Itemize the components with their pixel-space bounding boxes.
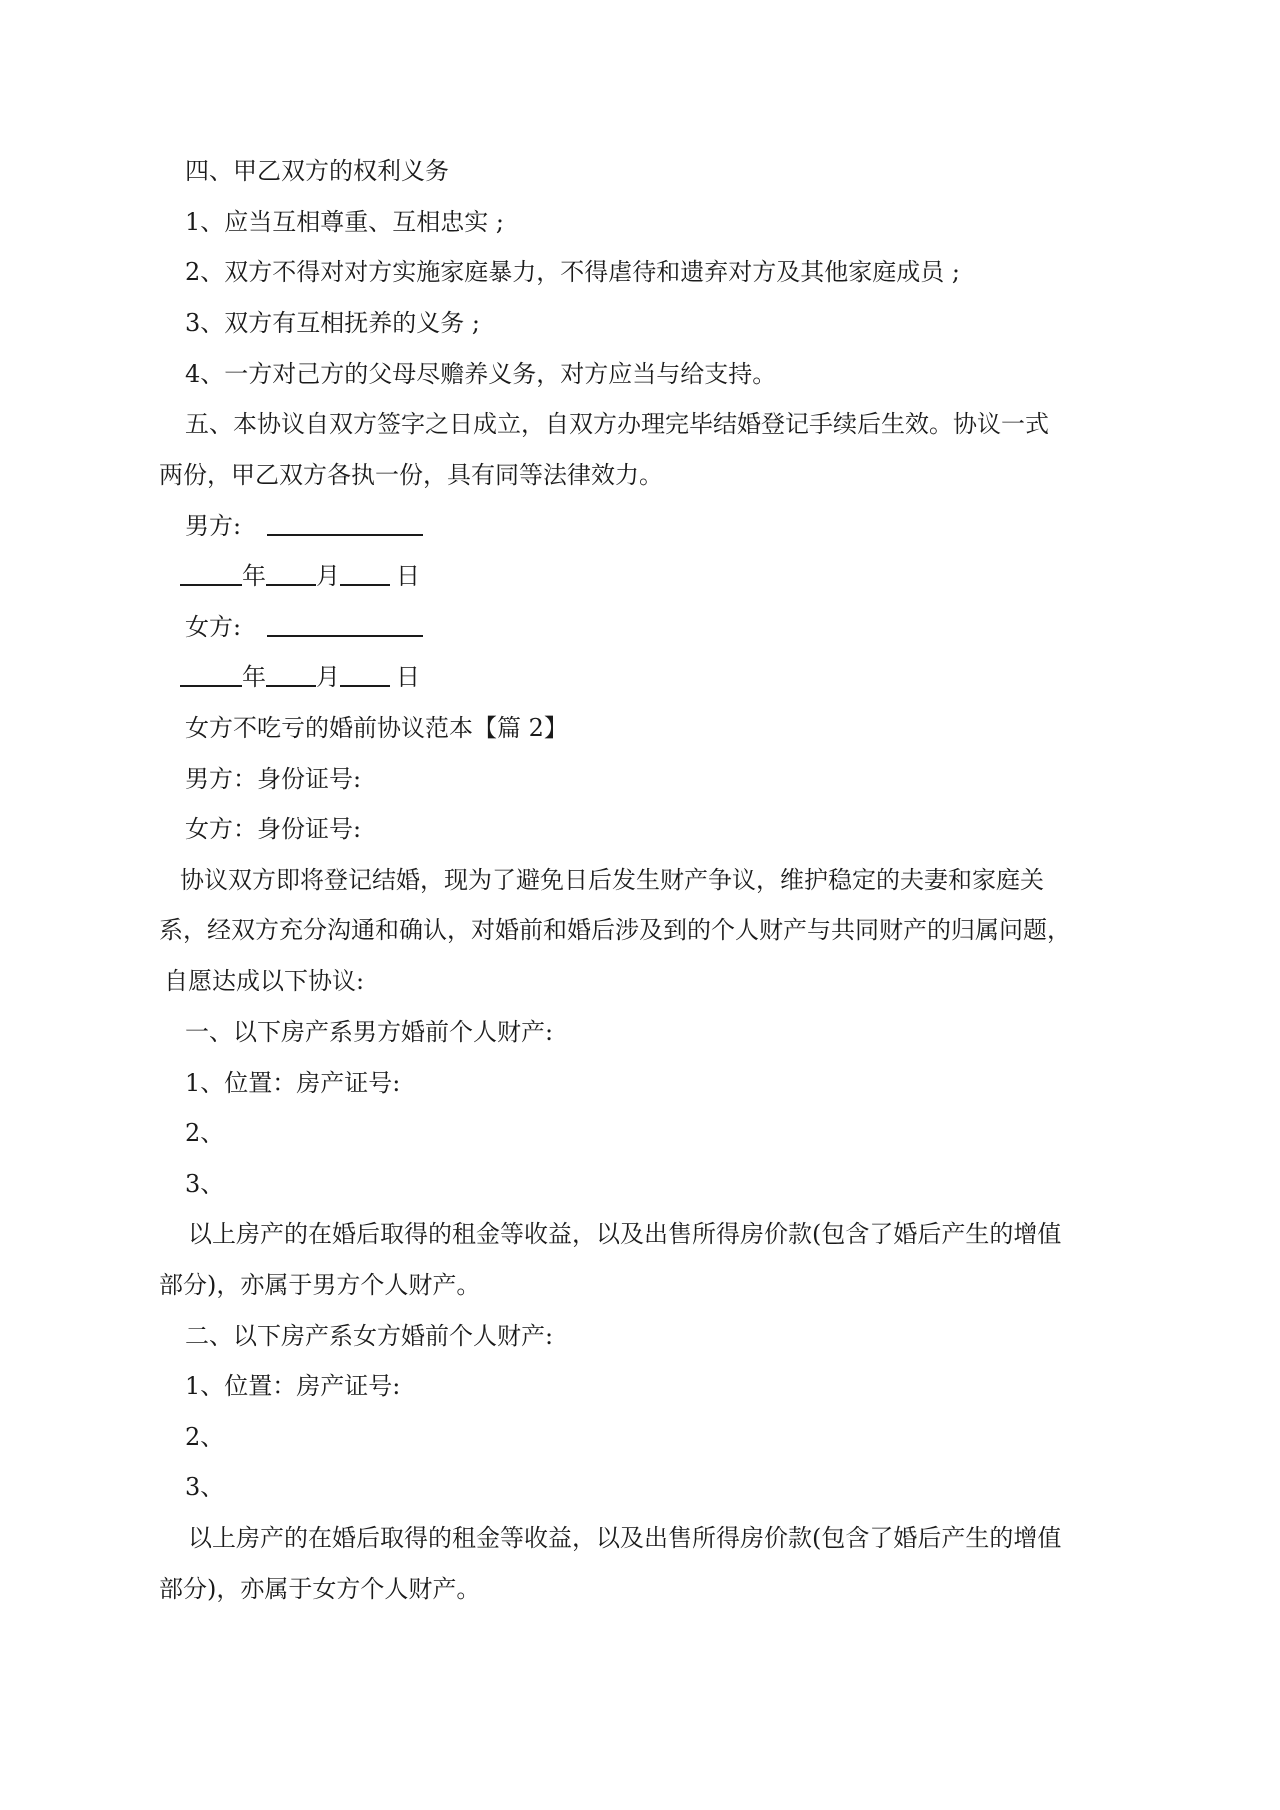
female-day-blank [340,663,390,687]
part2-title: 女方不吃亏的婚前协议范本【篇 2】 [185,714,568,742]
male-property-item-2: 2、 [185,1119,225,1147]
male-day-blank [340,562,390,586]
male-month-blank [266,562,316,586]
male-day-label: 日 [396,562,420,590]
male-year-label: 年 [242,562,266,590]
section5-line-2: 两份，甲乙双方各执一份，具有同等法律效力。 [159,461,663,489]
female-day-label: 日 [396,663,420,691]
section4-item-3: 3、双方有互相抚养的义务 ; [185,309,480,337]
male-signature-line [185,510,423,542]
part2-male-id: 男方：身份证号: [185,765,362,793]
intro-line-1: 协议双方即将登记结婚，现为了避免日后发生财产争议，维护稳定的夫妻和家庭关 [180,866,1044,894]
female-year-label: 年 [242,663,266,691]
section5-line-1: 五、本协议自双方签字之日成立，自双方办理完毕结婚登记手续后生效。协议一式 [185,410,1049,438]
female-property-item-1: 1、位置：房产证号: [185,1372,401,1400]
female-date-line [180,661,420,693]
male-year-blank [180,562,242,586]
male-property-heading: 一、以下房产系男方婚前个人财产: [185,1018,554,1046]
female-property-item-2: 2、 [185,1423,225,1451]
section4-item-1: 1、应当互相尊重、互相忠实 ; [185,208,504,236]
female-month-blank [266,663,316,687]
section4-item-2: 2、双方不得对对方实施家庭暴力，不得虐待和遗弃对方及其他家庭成员 ; [185,258,960,286]
male-property-item-3: 3、 [185,1170,225,1198]
female-property-note-2: 部分)，亦属于女方个人财产。 [159,1575,481,1603]
female-property-item-3: 3、 [185,1473,225,1501]
female-signature-label: 女方: [185,613,242,641]
male-month-label: 月 [316,562,340,590]
section4-heading: 四、甲乙双方的权利义务 [185,157,449,185]
intro-line-3: 自愿达成以下协议: [164,967,365,995]
male-property-note-2: 部分)，亦属于男方个人财产。 [159,1271,481,1299]
female-signature-blank [267,613,423,637]
male-property-item-1: 1、位置：房产证号: [185,1069,401,1097]
part2-female-id: 女方：身份证号: [185,815,362,843]
intro-line-2: 系，经双方充分沟通和确认，对婚前和婚后涉及到的个人财产与共同财产的归属问题， [159,916,1071,944]
female-year-blank [180,663,242,687]
male-signature-label: 男方: [185,512,242,540]
male-date-line [180,560,420,592]
female-property-note-1: 以上房产的在婚后取得的租金等收益，以及出售所得房价款(包含了婚后产生的增值 [188,1524,1062,1552]
female-month-label: 月 [316,663,340,691]
female-signature-line [185,611,423,643]
female-property-heading: 二、以下房产系女方婚前个人财产: [185,1322,554,1350]
male-property-note-1: 以上房产的在婚后取得的租金等收益，以及出售所得房价款(包含了婚后产生的增值 [188,1220,1062,1248]
male-signature-blank [267,512,423,536]
section4-item-4: 4、一方对己方的父母尽赡养义务，对方应当与给支持。 [185,360,777,388]
